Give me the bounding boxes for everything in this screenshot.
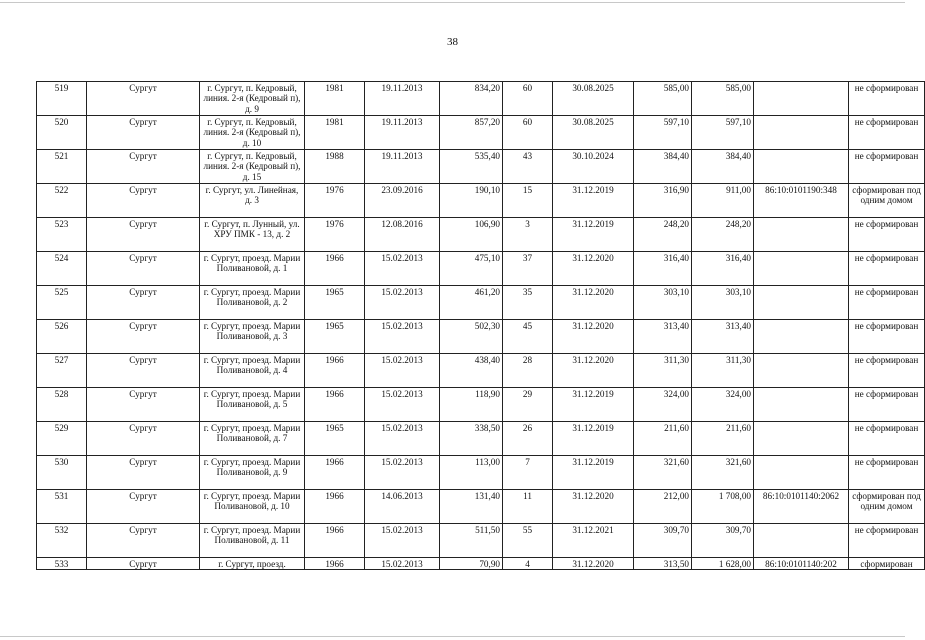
cell-year: 1976 — [305, 184, 365, 218]
bottom-border-line — [0, 636, 905, 637]
cell-number: 531 — [37, 490, 87, 524]
cell-value-1: 321,60 — [634, 456, 692, 490]
cell-cadastral-number — [754, 286, 849, 320]
cell-value-1: 303,10 — [634, 286, 692, 320]
cell-date: 15.02.2013 — [365, 456, 440, 490]
cell-year: 1966 — [305, 490, 365, 524]
cell-value-1: 248,20 — [634, 218, 692, 252]
cell-value-2: 321,60 — [692, 456, 754, 490]
cell-cadastral-number — [754, 422, 849, 456]
cell-city: Сургут — [87, 456, 200, 490]
cell-residents: 28 — [503, 354, 553, 388]
cell-number: 528 — [37, 388, 87, 422]
cell-address: г. Сургут, проезд. Марии Поливановой, д. 5 — [200, 388, 305, 422]
table-row — [37, 150, 925, 184]
cell-area: 118,90 — [440, 388, 503, 422]
cell-city: Сургут — [87, 252, 200, 286]
cell-cadastral-number — [754, 82, 849, 116]
cell-number: 521 — [37, 150, 87, 184]
cell-value-1: 585,00 — [634, 82, 692, 116]
table-row — [37, 82, 925, 116]
cell-status: не сформирован — [849, 422, 925, 456]
cell-value-2: 311,30 — [692, 354, 754, 388]
cell-residents: 35 — [503, 286, 553, 320]
cell-cadastral-number: 86:10:0101140:202 — [754, 558, 849, 570]
cell-status: не сформирован — [849, 252, 925, 286]
cell-city: Сургут — [87, 320, 200, 354]
cell-number: 529 — [37, 422, 87, 456]
cell-year: 1966 — [305, 558, 365, 570]
cell-year: 1988 — [305, 150, 365, 184]
cell-residents: 55 — [503, 524, 553, 558]
cell-deadline: 31.12.2020 — [553, 286, 634, 320]
table-row — [37, 388, 925, 422]
cell-date: 14.06.2013 — [365, 490, 440, 524]
cell-address: г. Сургут, проезд. Марии Поливановой, д. 3 — [200, 320, 305, 354]
cell-deadline: 31.12.2019 — [553, 184, 634, 218]
table-row — [37, 456, 925, 490]
cell-cadastral-number — [754, 388, 849, 422]
cell-date: 15.02.2013 — [365, 354, 440, 388]
cell-value-2: 313,40 — [692, 320, 754, 354]
cell-number: 522 — [37, 184, 87, 218]
cell-date: 15.02.2013 — [365, 388, 440, 422]
cell-area: 338,50 — [440, 422, 503, 456]
cell-residents: 4 — [503, 558, 553, 570]
cell-value-1: 313,50 — [634, 558, 692, 570]
table-row — [37, 218, 925, 252]
cell-value-2: 248,20 — [692, 218, 754, 252]
cell-city: Сургут — [87, 388, 200, 422]
cell-value-1: 316,40 — [634, 252, 692, 286]
table-row — [37, 524, 925, 558]
cell-deadline: 31.12.2020 — [553, 354, 634, 388]
cell-date: 15.02.2013 — [365, 286, 440, 320]
cell-year: 1966 — [305, 456, 365, 490]
cell-city: Сургут — [87, 558, 200, 570]
cell-address: г. Сургут, проезд. — [200, 558, 305, 570]
cell-deadline: 31.12.2019 — [553, 456, 634, 490]
cell-year: 1965 — [305, 422, 365, 456]
cell-area: 502,30 — [440, 320, 503, 354]
cell-deadline: 30.08.2025 — [553, 116, 634, 150]
cell-cadastral-number — [754, 218, 849, 252]
cell-value-2: 211,60 — [692, 422, 754, 456]
cell-value-2: 585,00 — [692, 82, 754, 116]
top-border-line — [0, 2, 905, 3]
table-row — [37, 354, 925, 388]
cell-number: 533 — [37, 558, 87, 570]
cell-city: Сургут — [87, 354, 200, 388]
cell-value-1: 313,40 — [634, 320, 692, 354]
cell-value-2: 309,70 — [692, 524, 754, 558]
cell-area: 131,40 — [440, 490, 503, 524]
cell-cadastral-number — [754, 320, 849, 354]
cell-year: 1966 — [305, 252, 365, 286]
cell-value-1: 597,10 — [634, 116, 692, 150]
cell-deadline: 31.12.2019 — [553, 388, 634, 422]
table-row — [37, 558, 925, 570]
cell-address: г. Сургут, проезд. Марии Поливановой, д. 1 — [200, 252, 305, 286]
table-row — [37, 422, 925, 456]
cell-residents: 3 — [503, 218, 553, 252]
cell-year: 1965 — [305, 320, 365, 354]
cell-value-2: 316,40 — [692, 252, 754, 286]
cell-city: Сургут — [87, 150, 200, 184]
cell-deadline: 31.12.2020 — [553, 320, 634, 354]
cell-cadastral-number — [754, 150, 849, 184]
table-row — [37, 252, 925, 286]
cell-status: не сформирован — [849, 218, 925, 252]
cell-area: 511,50 — [440, 524, 503, 558]
table-row — [37, 286, 925, 320]
cell-number: 525 — [37, 286, 87, 320]
cell-residents: 43 — [503, 150, 553, 184]
cell-city: Сургут — [87, 218, 200, 252]
cell-year: 1976 — [305, 218, 365, 252]
cell-address: г. Сургут, проезд. Марии Поливановой, д. 10 — [200, 490, 305, 524]
cell-residents: 7 — [503, 456, 553, 490]
cell-status: не сформирован — [849, 524, 925, 558]
cell-area: 438,40 — [440, 354, 503, 388]
cell-cadastral-number: 86:10:0101140:2062 — [754, 490, 849, 524]
page-number: 38 — [447, 36, 458, 48]
cell-cadastral-number — [754, 116, 849, 150]
cell-city: Сургут — [87, 286, 200, 320]
cell-address: г. Сургут, проезд. Марии Поливановой, д. 9 — [200, 456, 305, 490]
cell-address: г. Сургут, проезд. Марии Поливановой, д. 7 — [200, 422, 305, 456]
cell-deadline: 31.12.2021 — [553, 524, 634, 558]
cell-number: 530 — [37, 456, 87, 490]
cell-cadastral-number — [754, 456, 849, 490]
cell-area: 535,40 — [440, 150, 503, 184]
cell-status: не сформирован — [849, 354, 925, 388]
housing-registry-table — [36, 81, 925, 570]
table-row — [37, 490, 925, 524]
cell-city: Сургут — [87, 116, 200, 150]
cell-cadastral-number: 86:10:0101190:348 — [754, 184, 849, 218]
cell-residents: 15 — [503, 184, 553, 218]
cell-value-1: 384,40 — [634, 150, 692, 184]
cell-area: 475,10 — [440, 252, 503, 286]
cell-address: г. Сургут, проезд. Марии Поливановой, д. 2 — [200, 286, 305, 320]
cell-address: г. Сургут, п. Кедровый, линия. 2-я (Кедровый п), д. 15 — [200, 150, 305, 184]
cell-deadline: 31.12.2020 — [553, 252, 634, 286]
cell-address: г. Сургут, п. Лунный, ул. ХРУ ПМК - 13, д. 2 — [200, 218, 305, 252]
cell-residents: 29 — [503, 388, 553, 422]
cell-date: 19.11.2013 — [365, 82, 440, 116]
cell-residents: 45 — [503, 320, 553, 354]
cell-cadastral-number — [754, 252, 849, 286]
cell-residents: 37 — [503, 252, 553, 286]
cell-date: 19.11.2013 — [365, 150, 440, 184]
cell-year: 1965 — [305, 286, 365, 320]
cell-number: 524 — [37, 252, 87, 286]
cell-status: не сформирован — [849, 116, 925, 150]
cell-value-1: 311,30 — [634, 354, 692, 388]
cell-status: не сформирован — [849, 320, 925, 354]
cell-status: не сформирован — [849, 82, 925, 116]
cell-year: 1966 — [305, 354, 365, 388]
cell-number: 527 — [37, 354, 87, 388]
cell-value-2: 303,10 — [692, 286, 754, 320]
cell-city: Сургут — [87, 184, 200, 218]
cell-year: 1981 — [305, 82, 365, 116]
cell-date: 15.02.2013 — [365, 320, 440, 354]
cell-status: не сформирован — [849, 388, 925, 422]
cell-value-2: 911,00 — [692, 184, 754, 218]
cell-status: сформирован — [849, 558, 925, 570]
cell-value-2: 384,40 — [692, 150, 754, 184]
table-row — [37, 320, 925, 354]
cell-value-2: 1 708,00 — [692, 490, 754, 524]
table-row — [37, 116, 925, 150]
cell-year: 1966 — [305, 524, 365, 558]
cell-number: 523 — [37, 218, 87, 252]
cell-date: 15.02.2013 — [365, 558, 440, 570]
cell-area: 461,20 — [440, 286, 503, 320]
cell-city: Сургут — [87, 490, 200, 524]
cell-date: 19.11.2013 — [365, 116, 440, 150]
cell-date: 15.02.2013 — [365, 252, 440, 286]
cell-address: г. Сургут, п. Кедровый, линия. 2-я (Кедровый п), д. 10 — [200, 116, 305, 150]
cell-deadline: 30.10.2024 — [553, 150, 634, 184]
cell-status: не сформирован — [849, 456, 925, 490]
cell-value-2: 597,10 — [692, 116, 754, 150]
cell-status: сформирован под одним домом — [849, 490, 925, 524]
cell-residents: 26 — [503, 422, 553, 456]
cell-area: 834,20 — [440, 82, 503, 116]
cell-area: 70,90 — [440, 558, 503, 570]
cell-date: 15.02.2013 — [365, 422, 440, 456]
cell-value-1: 324,00 — [634, 388, 692, 422]
cell-residents: 60 — [503, 116, 553, 150]
cell-address: г. Сургут, п. Кедровый, линия. 2-я (Кедровый п), д. 9 — [200, 82, 305, 116]
cell-date: 23.09.2016 — [365, 184, 440, 218]
cell-date: 12.08.2016 — [365, 218, 440, 252]
cell-value-2: 1 628,00 — [692, 558, 754, 570]
cell-number: 519 — [37, 82, 87, 116]
cell-cadastral-number — [754, 524, 849, 558]
cell-cadastral-number — [754, 354, 849, 388]
cell-area: 857,20 — [440, 116, 503, 150]
cell-address: г. Сургут, проезд. Марии Поливановой, д. 4 — [200, 354, 305, 388]
cell-number: 526 — [37, 320, 87, 354]
cell-number: 532 — [37, 524, 87, 558]
cell-value-1: 316,90 — [634, 184, 692, 218]
cell-area: 190,10 — [440, 184, 503, 218]
cell-area: 113,00 — [440, 456, 503, 490]
cell-deadline: 31.12.2019 — [553, 422, 634, 456]
cell-year: 1981 — [305, 116, 365, 150]
cell-number: 520 — [37, 116, 87, 150]
cell-address: г. Сургут, ул. Линейная, д. 3 — [200, 184, 305, 218]
cell-address: г. Сургут, проезд. Марии Поливановой, д. 11 — [200, 524, 305, 558]
cell-city: Сургут — [87, 82, 200, 116]
cell-status: сформирован под одним домом — [849, 184, 925, 218]
cell-area: 106,90 — [440, 218, 503, 252]
table-row — [37, 184, 925, 218]
cell-city: Сургут — [87, 422, 200, 456]
cell-deadline: 30.08.2025 — [553, 82, 634, 116]
cell-status: не сформирован — [849, 150, 925, 184]
table-body — [37, 82, 925, 570]
cell-deadline: 31.12.2020 — [553, 558, 634, 570]
cell-value-1: 212,00 — [634, 490, 692, 524]
cell-value-1: 211,60 — [634, 422, 692, 456]
cell-deadline: 31.12.2020 — [553, 490, 634, 524]
cell-value-2: 324,00 — [692, 388, 754, 422]
cell-year: 1966 — [305, 388, 365, 422]
cell-deadline: 31.12.2019 — [553, 218, 634, 252]
cell-status: не сформирован — [849, 286, 925, 320]
cell-value-1: 309,70 — [634, 524, 692, 558]
cell-city: Сургут — [87, 524, 200, 558]
cell-residents: 11 — [503, 490, 553, 524]
cell-date: 15.02.2013 — [365, 524, 440, 558]
cell-residents: 60 — [503, 82, 553, 116]
